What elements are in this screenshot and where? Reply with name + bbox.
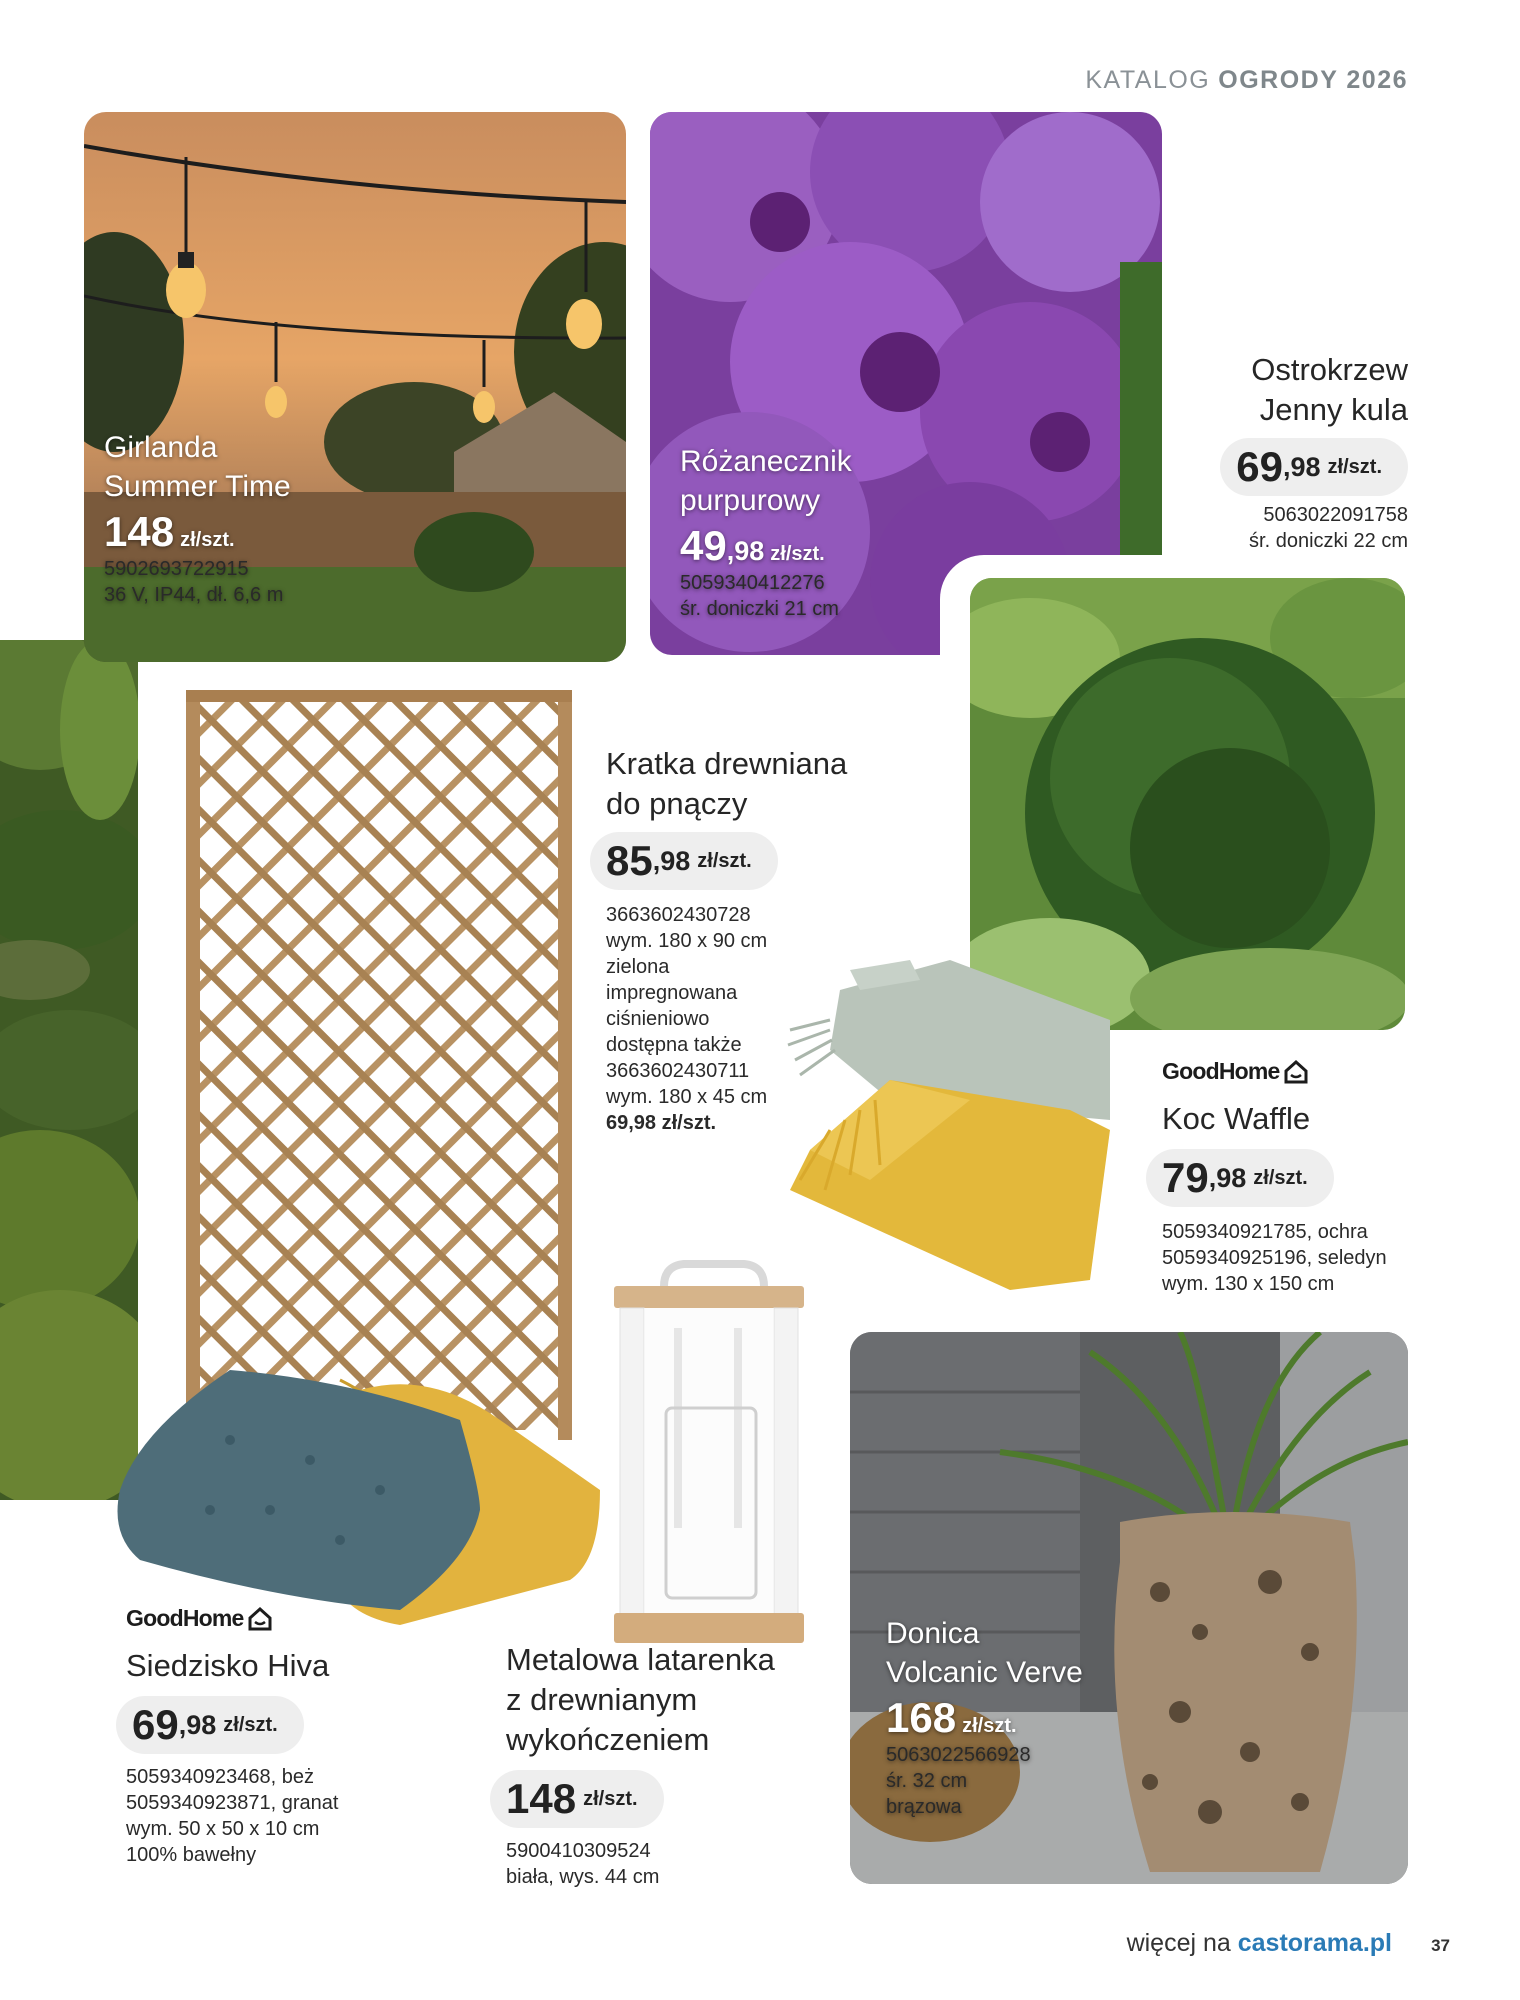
- donica-price: 168 zł/szt.: [886, 1694, 1017, 1741]
- donica-ean: 5063022566928: [886, 1744, 1031, 1766]
- siedzisko-info: [126, 1605, 338, 1868]
- footer-link[interactable]: [1127, 1929, 1392, 1958]
- donica-photo: [850, 1332, 1408, 1884]
- kratka-detail: dostępna także: [606, 1034, 742, 1056]
- latarenka-name-line2: z drewnianym: [506, 1682, 698, 1717]
- page-number: 37: [1431, 1936, 1450, 1955]
- siedzisko-brand: GoodHome: [126, 1605, 338, 1632]
- siedzisko-name: Siedzisko Hiva: [126, 1648, 330, 1683]
- siedzisko-image: [100, 1360, 610, 1630]
- siedzisko-detail: 5059340923871, granat: [126, 1792, 339, 1814]
- latarenka-spec: biała, wys. 44 cm: [506, 1866, 660, 1888]
- kratka-detail: ciśnieniowo: [606, 1008, 710, 1030]
- footer-site[interactable]: castorama.pl: [1237, 1929, 1392, 1957]
- kratka-price: 85 ,98 zł/szt.: [590, 832, 778, 890]
- rozanecznik-ean: 5059340412276: [680, 572, 825, 594]
- koc-image: [770, 950, 1120, 1310]
- ostrokrzew-price: 69 ,98 zł/szt.: [1220, 438, 1408, 496]
- kratka-detail: wym. 180 x 90 cm: [606, 930, 768, 952]
- kratka-detail: 3663602430728: [606, 904, 751, 926]
- siedzisko-detail: 100% bawełny: [126, 1844, 257, 1866]
- rozanecznik-price: 49,98 zł/szt.: [680, 522, 825, 569]
- kratka-detail: impregnowana: [606, 982, 738, 1004]
- koc-detail: wym. 130 x 150 cm: [1162, 1273, 1335, 1295]
- rozanecznik-name-line2: purpurowy: [680, 484, 821, 517]
- girlanda-name-line1: Girlanda: [104, 431, 218, 464]
- koc-detail: 5059340925196, seledyn: [1162, 1247, 1387, 1269]
- koc-info: [1162, 1058, 1387, 1297]
- girlanda-spec: 36 V, IP44, dł. 6,6 m: [104, 584, 284, 606]
- kratka-detail: wym. 180 x 45 cm: [606, 1086, 768, 1108]
- ostrokrzew-name-line2: Jenny kula: [1259, 392, 1408, 427]
- koc-detail: 5059340921785, ochra: [1162, 1221, 1368, 1243]
- girlanda-overlay: [104, 428, 291, 608]
- catalog-label: KATALOG: [1085, 66, 1211, 94]
- girlanda-name-line2: Summer Time: [104, 470, 291, 503]
- kratka-image: [186, 690, 572, 1440]
- kratka-detail: 3663602430711: [606, 1060, 750, 1082]
- goodhome-house-icon: [247, 1606, 273, 1632]
- kratka-detail: zielona: [606, 956, 670, 978]
- rozanecznik-overlay: [680, 442, 852, 622]
- koc-name: Koc Waffle: [1162, 1101, 1311, 1136]
- ostrokrzew-info: [1220, 350, 1408, 554]
- ostrokrzew-spec: śr. doniczki 22 cm: [1249, 530, 1408, 552]
- ostrokrzew-name-line1: Ostrokrzew: [1251, 352, 1408, 387]
- catalog-header: [1085, 66, 1408, 95]
- rozanecznik-name-line1: Różanecznik: [680, 445, 852, 478]
- girlanda-ean: 5902693722915: [104, 558, 249, 580]
- catalog-title: OGRODY 2026: [1218, 66, 1408, 94]
- kratka-name-line1: Kratka drewniana: [606, 746, 848, 781]
- donica-color: brązowa: [886, 1796, 962, 1818]
- goodhome-house-icon: [1283, 1059, 1309, 1085]
- latarenka-price: 148 zł/szt.: [490, 1770, 664, 1828]
- rozanecznik-spec: śr. doniczki 21 cm: [680, 598, 839, 620]
- siedzisko-detail: wym. 50 x 50 x 10 cm: [126, 1818, 320, 1840]
- koc-brand: GoodHome: [1162, 1058, 1387, 1085]
- siedzisko-detail: 5059340923468, beż: [126, 1766, 314, 1788]
- latarenka-image: [604, 1258, 814, 1658]
- koc-price: 79 ,98 zł/szt.: [1146, 1149, 1334, 1207]
- ostrokrzew-ean: 5063022091758: [1263, 504, 1408, 526]
- girlanda-photo: [84, 112, 626, 662]
- latarenka-name-line1: Metalowa latarenka: [506, 1642, 775, 1677]
- girlanda-price: 148 zł/szt.: [104, 508, 235, 555]
- latarenka-ean: 5900410309524: [506, 1840, 651, 1862]
- kratka-name-line2: do pnączy: [606, 786, 748, 821]
- latarenka-info: [506, 1640, 775, 1890]
- kratka-alt-price: 69,98 zł/szt.: [606, 1112, 717, 1134]
- donica-spec: śr. 32 cm: [886, 1770, 968, 1792]
- footer-prefix: więcej na: [1126, 1929, 1231, 1957]
- donica-name-line1: Donica: [886, 1617, 980, 1650]
- donica-name-line2: Volcanic Verve: [886, 1656, 1083, 1689]
- donica-overlay: [886, 1614, 1083, 1820]
- siedzisko-price: 69 ,98 zł/szt.: [116, 1696, 304, 1754]
- latarenka-name-line3: wykończeniem: [506, 1722, 710, 1757]
